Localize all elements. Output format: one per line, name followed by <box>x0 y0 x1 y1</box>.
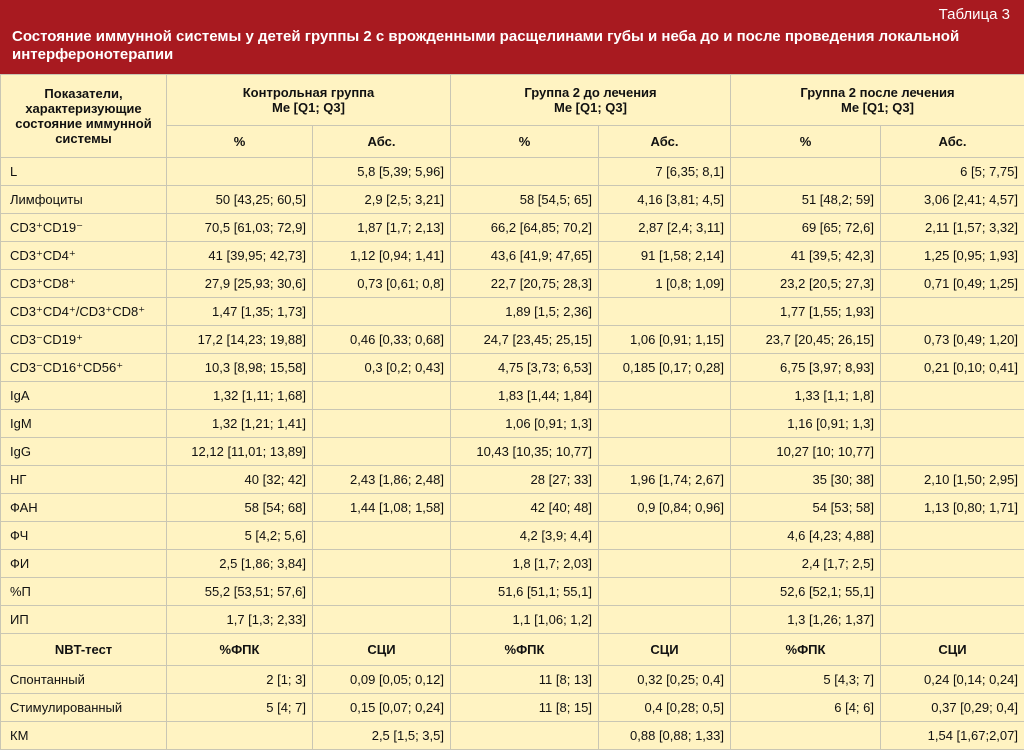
value-cell: 35 [30; 38] <box>731 466 881 494</box>
value-cell <box>881 606 1024 634</box>
value-cell: 0,88 [0,88; 1,33] <box>599 722 731 750</box>
value-cell: 11 [8; 15] <box>451 694 599 722</box>
value-cell: 1,1 [1,06; 1,2] <box>451 606 599 634</box>
value-cell: 58 [54; 68] <box>167 494 313 522</box>
value-cell: 1,54 [1,67;2,07] <box>881 722 1024 750</box>
value-cell: 43,6 [41,9; 47,65] <box>451 242 599 270</box>
row-label: Лимфоциты <box>1 186 167 214</box>
value-cell: 10,3 [8,98; 15,58] <box>167 354 313 382</box>
row-label: IgA <box>1 382 167 410</box>
value-cell: 0,4 [0,28; 0,5] <box>599 694 731 722</box>
value-cell: 41 [39,5; 42,3] <box>731 242 881 270</box>
value-cell <box>599 522 731 550</box>
value-cell: 52,6 [52,1; 55,1] <box>731 578 881 606</box>
table-row <box>1 326 1024 354</box>
table-row <box>1 298 1024 326</box>
value-cell <box>313 606 451 634</box>
value-cell <box>451 158 599 186</box>
row-label: ФЧ <box>1 522 167 550</box>
value-cell: 4,2 [3,9; 4,4] <box>451 522 599 550</box>
value-cell: 0,15 [0,07; 0,24] <box>313 694 451 722</box>
value-cell <box>313 382 451 410</box>
value-cell: 27,9 [25,93; 30,6] <box>167 270 313 298</box>
value-cell: 1,06 [0,91; 1,15] <box>599 326 731 354</box>
value-cell: 1,32 [1,21; 1,41] <box>167 410 313 438</box>
value-cell <box>881 522 1024 550</box>
row-label: L <box>1 158 167 186</box>
value-cell: 54 [53; 58] <box>731 494 881 522</box>
value-cell: 7 [6,35; 8,1] <box>599 158 731 186</box>
value-cell: 4,75 [3,73; 6,53] <box>451 354 599 382</box>
value-cell: 1,7 [1,3; 2,33] <box>167 606 313 634</box>
indicator-column-header: Показатели, характеризующие состояние иммунной системы <box>1 75 167 158</box>
value-cell: 0,185 [0,17; 0,28] <box>599 354 731 382</box>
row-label: IgG <box>1 438 167 466</box>
group-name: Группа 2 до лечения <box>524 85 656 100</box>
table-row <box>1 186 1024 214</box>
table-row <box>1 466 1024 494</box>
value-cell: 0,09 [0,05; 0,12] <box>313 666 451 694</box>
value-cell: 2,5 [1,5; 3,5] <box>313 722 451 750</box>
value-cell: 0,73 [0,61; 0,8] <box>313 270 451 298</box>
value-cell: 1,83 [1,44; 1,84] <box>451 382 599 410</box>
table-row <box>1 606 1024 634</box>
value-cell <box>599 550 731 578</box>
row-label: CD3⁺CD19⁻ <box>1 214 167 242</box>
value-cell: 0,21 [0,10; 0,41] <box>881 354 1024 382</box>
value-cell: 1,12 [0,94; 1,41] <box>313 242 451 270</box>
value-cell: 5 [4; 7] <box>167 694 313 722</box>
table-number: Таблица 3 <box>939 6 1010 23</box>
value-cell: 1,3 [1,26; 1,37] <box>731 606 881 634</box>
value-cell: 1,32 [1,11; 1,68] <box>167 382 313 410</box>
value-cell <box>599 298 731 326</box>
value-cell: 17,2 [14,23; 19,88] <box>167 326 313 354</box>
table-row <box>1 666 1024 694</box>
value-cell <box>313 578 451 606</box>
value-cell: 91 [1,58; 2,14] <box>599 242 731 270</box>
value-cell: 0,73 [0,49; 1,20] <box>881 326 1024 354</box>
row-label: КМ <box>1 722 167 750</box>
table-row <box>1 494 1024 522</box>
table-row <box>1 694 1024 722</box>
value-cell: 1,16 [0,91; 1,3] <box>731 410 881 438</box>
value-cell: 1 [0,8; 1,09] <box>599 270 731 298</box>
group-stat: Me [Q1; Q3] <box>841 100 914 115</box>
row-label: CD3⁺CD4⁺ <box>1 242 167 270</box>
table-title: Состояние иммунной системы у детей группы 2 с врожденными расщелинами губы и неба до и после проведения локальной интерферонотерапии <box>12 28 1012 64</box>
value-cell: 51,6 [51,1; 55,1] <box>451 578 599 606</box>
value-cell: 2,11 [1,57; 3,32] <box>881 214 1024 242</box>
value-cell <box>599 606 731 634</box>
value-cell: 2,43 [1,86; 2,48] <box>313 466 451 494</box>
group-name: Контрольная группа <box>243 85 375 100</box>
table-row <box>1 578 1024 606</box>
value-cell: 2,9 [2,5; 3,21] <box>313 186 451 214</box>
value-cell: 0,46 [0,33; 0,68] <box>313 326 451 354</box>
value-cell <box>731 158 881 186</box>
value-cell: 1,87 [1,7; 2,13] <box>313 214 451 242</box>
value-cell: 1,06 [0,91; 1,3] <box>451 410 599 438</box>
title-banner <box>0 0 1024 74</box>
value-cell: 0,24 [0,14; 0,24] <box>881 666 1024 694</box>
indicator-rows <box>1 158 1024 634</box>
group-header-after <box>731 75 1024 126</box>
value-cell: 70,5 [61,03; 72,9] <box>167 214 313 242</box>
value-cell: 23,2 [20,5; 27,3] <box>731 270 881 298</box>
value-cell: 1,44 [1,08; 1,58] <box>313 494 451 522</box>
value-cell <box>881 550 1024 578</box>
value-cell: 1,13 [0,80; 1,71] <box>881 494 1024 522</box>
value-cell <box>313 522 451 550</box>
value-cell <box>313 438 451 466</box>
value-cell <box>313 410 451 438</box>
value-cell <box>881 438 1024 466</box>
row-label: Спонтанный <box>1 666 167 694</box>
value-cell: 28 [27; 33] <box>451 466 599 494</box>
value-cell: 5,8 [5,39; 5,96] <box>313 158 451 186</box>
group-header-before <box>451 75 731 126</box>
value-cell: 1,96 [1,74; 2,67] <box>599 466 731 494</box>
value-cell: 42 [40; 48] <box>451 494 599 522</box>
value-cell: 6 [4; 6] <box>731 694 881 722</box>
row-label: IgM <box>1 410 167 438</box>
value-cell: 1,77 [1,55; 1,93] <box>731 298 881 326</box>
row-label: НГ <box>1 466 167 494</box>
nbt-column-header: %ФПК <box>731 634 881 666</box>
nbt-column-header: %ФПК <box>167 634 313 666</box>
nbt-header-row <box>1 634 1024 666</box>
row-label: ИП <box>1 606 167 634</box>
value-cell <box>881 298 1024 326</box>
value-cell: 2,4 [1,7; 2,5] <box>731 550 881 578</box>
pct-column-header: % <box>167 126 313 158</box>
value-cell: 2,87 [2,4; 3,11] <box>599 214 731 242</box>
value-cell: 2,5 [1,86; 3,84] <box>167 550 313 578</box>
table-row <box>1 270 1024 298</box>
value-cell <box>881 578 1024 606</box>
table-row <box>1 354 1024 382</box>
value-cell: 0,32 [0,25; 0,4] <box>599 666 731 694</box>
table-row <box>1 158 1024 186</box>
pct-column-header: % <box>451 126 599 158</box>
value-cell <box>167 158 313 186</box>
pct-column-header: % <box>731 126 881 158</box>
value-cell: 69 [65; 72,6] <box>731 214 881 242</box>
value-cell <box>313 550 451 578</box>
abs-column-header: Абс. <box>599 126 731 158</box>
table-row <box>1 550 1024 578</box>
group-stat: Me [Q1; Q3] <box>272 100 345 115</box>
table-row <box>1 242 1024 270</box>
value-cell <box>599 410 731 438</box>
value-cell: 1,47 [1,35; 1,73] <box>167 298 313 326</box>
row-label: %П <box>1 578 167 606</box>
value-cell <box>599 578 731 606</box>
value-cell <box>599 438 731 466</box>
nbt-column-header: %ФПК <box>451 634 599 666</box>
value-cell: 23,7 [20,45; 26,15] <box>731 326 881 354</box>
value-cell: 51 [48,2; 59] <box>731 186 881 214</box>
group-name: Группа 2 после лечения <box>800 85 954 100</box>
value-cell: 6 [5; 7,75] <box>881 158 1024 186</box>
value-cell: 4,16 [3,81; 4,5] <box>599 186 731 214</box>
nbt-test-header: NBT-тест <box>1 634 167 666</box>
row-label: CD3⁻CD16⁺CD56⁺ <box>1 354 167 382</box>
value-cell: 24,7 [23,45; 25,15] <box>451 326 599 354</box>
group-stat: Me [Q1; Q3] <box>554 100 627 115</box>
value-cell: 0,3 [0,2; 0,43] <box>313 354 451 382</box>
row-label: ФАН <box>1 494 167 522</box>
value-cell: 4,6 [4,23; 4,88] <box>731 522 881 550</box>
row-label: ФИ <box>1 550 167 578</box>
value-cell: 58 [54,5; 65] <box>451 186 599 214</box>
table-row <box>1 214 1024 242</box>
value-cell: 66,2 [64,85; 70,2] <box>451 214 599 242</box>
abs-column-header: Абс. <box>313 126 451 158</box>
value-cell: 5 [4,3; 7] <box>731 666 881 694</box>
row-label: CD3⁺CD4⁺/CD3⁺CD8⁺ <box>1 298 167 326</box>
value-cell: 50 [43,25; 60,5] <box>167 186 313 214</box>
row-label: CD3⁺CD8⁺ <box>1 270 167 298</box>
value-cell: 1,25 [0,95; 1,93] <box>881 242 1024 270</box>
value-cell <box>881 410 1024 438</box>
value-cell: 22,7 [20,75; 28,3] <box>451 270 599 298</box>
value-cell: 3,06 [2,41; 4,57] <box>881 186 1024 214</box>
row-label: Стимулированный <box>1 694 167 722</box>
value-cell: 55,2 [53,51; 57,6] <box>167 578 313 606</box>
nbt-column-header: СЦИ <box>313 634 451 666</box>
value-cell: 5 [4,2; 5,6] <box>167 522 313 550</box>
value-cell: 2 [1; 3] <box>167 666 313 694</box>
table-row <box>1 438 1024 466</box>
value-cell: 0,37 [0,29; 0,4] <box>881 694 1024 722</box>
row-label: CD3⁻CD19⁺ <box>1 326 167 354</box>
nbt-column-header: СЦИ <box>881 634 1024 666</box>
table-row <box>1 522 1024 550</box>
value-cell: 41 [39,95; 42,73] <box>167 242 313 270</box>
value-cell: 1,8 [1,7; 2,03] <box>451 550 599 578</box>
value-cell: 1,33 [1,1; 1,8] <box>731 382 881 410</box>
nbt-column-header: СЦИ <box>599 634 731 666</box>
table-row <box>1 410 1024 438</box>
value-cell: 40 [32; 42] <box>167 466 313 494</box>
value-cell <box>881 382 1024 410</box>
value-cell: 0,9 [0,84; 0,96] <box>599 494 731 522</box>
immune-status-table <box>0 74 1024 750</box>
value-cell: 12,12 [11,01; 13,89] <box>167 438 313 466</box>
abs-column-header: Абс. <box>881 126 1024 158</box>
group-header-control <box>167 75 451 126</box>
value-cell <box>313 298 451 326</box>
value-cell: 10,27 [10; 10,77] <box>731 438 881 466</box>
value-cell: 2,10 [1,50; 2,95] <box>881 466 1024 494</box>
table-row <box>1 382 1024 410</box>
value-cell <box>599 382 731 410</box>
value-cell: 1,89 [1,5; 2,36] <box>451 298 599 326</box>
value-cell: 11 [8; 13] <box>451 666 599 694</box>
value-cell: 10,43 [10,35; 10,77] <box>451 438 599 466</box>
nbt-section <box>1 634 1024 750</box>
value-cell: 6,75 [3,97; 8,93] <box>731 354 881 382</box>
value-cell: 0,71 [0,49; 1,25] <box>881 270 1024 298</box>
